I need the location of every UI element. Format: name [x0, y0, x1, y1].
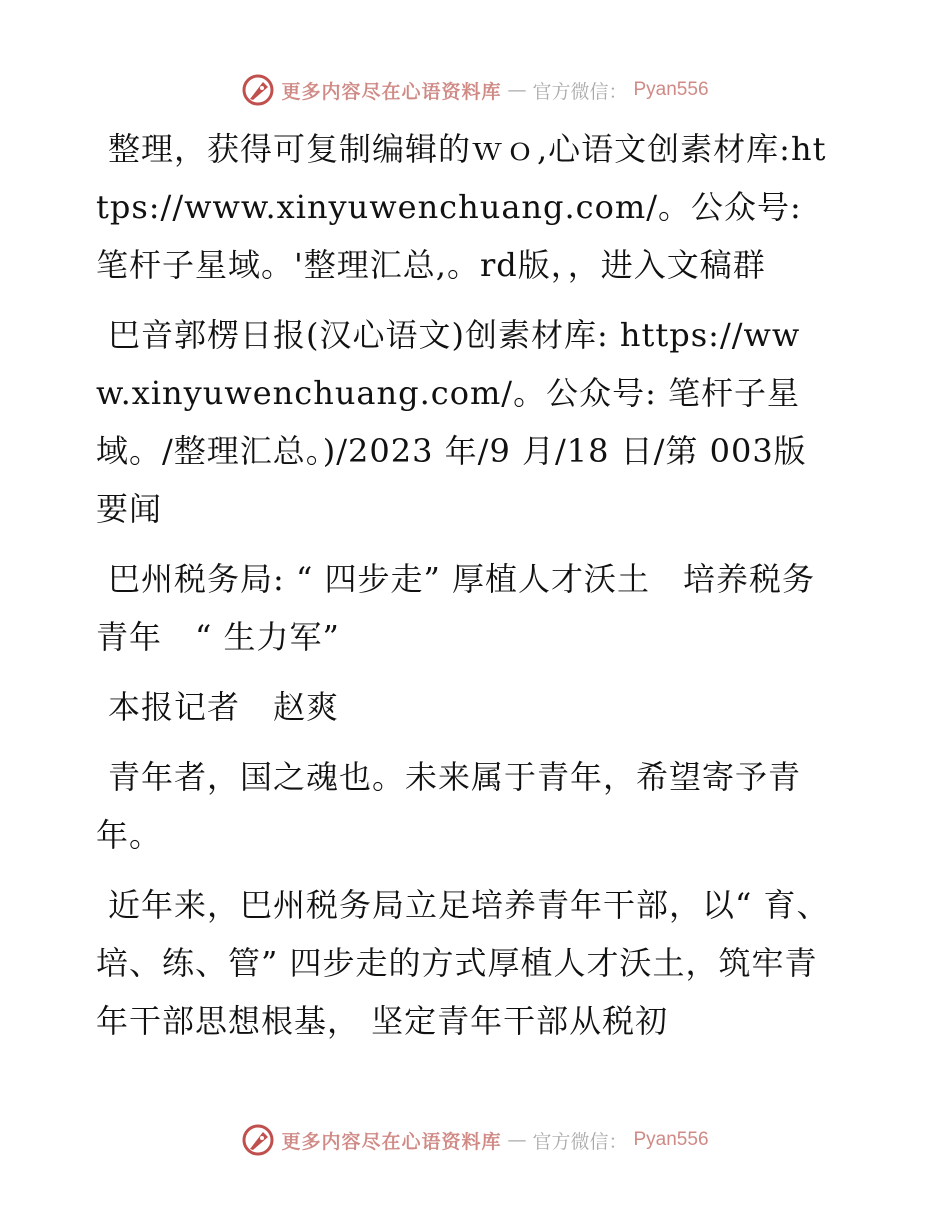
header-brand-text: 更多内容尽在心语资料库 [281, 80, 502, 103]
footer-separator: — [507, 1129, 527, 1151]
document-body [96, 120, 836, 1062]
paragraph-body-2: 近年来，巴州税务局立足培养青年干部，以“ 育、培、练、管” 四步走的方式厚植人才沃土，筑牢青年干部思想根基， 坚定青年干部从税初 [96, 886, 830, 1040]
article-title: 巴州税务局: “ 四步走” 厚植人才沃土 培养税务青年 “ 生力军” [96, 560, 816, 656]
paragraph-source: 巴音郭楞日报(汉心语文)创素材库: https://www.xinyuwenchuang.com/。公众号: 笔杆子星域。/整理汇总。)/2023 年/9 月/18 日/第 003版要闻 [96, 316, 807, 528]
header-contact-id: Pyan556 [633, 79, 709, 100]
pen-nib-logo-icon [241, 73, 275, 107]
header-banner [0, 70, 950, 110]
footer-contact-label: 官方微信： [532, 1130, 628, 1153]
article-byline: 本报记者 赵爽 [108, 688, 340, 726]
pen-nib-logo-icon [241, 1123, 275, 1157]
paragraph-body-1: 青年者，国之魂也。未来属于青年，希望寄予青年。 [96, 758, 802, 854]
header-separator: — [507, 79, 527, 101]
footer-banner [0, 1120, 950, 1160]
header-contact-label: 官方微信： [532, 80, 628, 103]
footer-contact-id: Pyan556 [633, 1129, 709, 1150]
paragraph-intro: 整理，获得可复制编辑的ｗｏ,心语文创素材库:https://www.xinyuwenchuang.com/。公众号: 笔杆子星域。'整理汇总,。rd版，，进入文稿群 [96, 130, 827, 284]
footer-brand-text: 更多内容尽在心语资料库 [281, 1130, 502, 1153]
